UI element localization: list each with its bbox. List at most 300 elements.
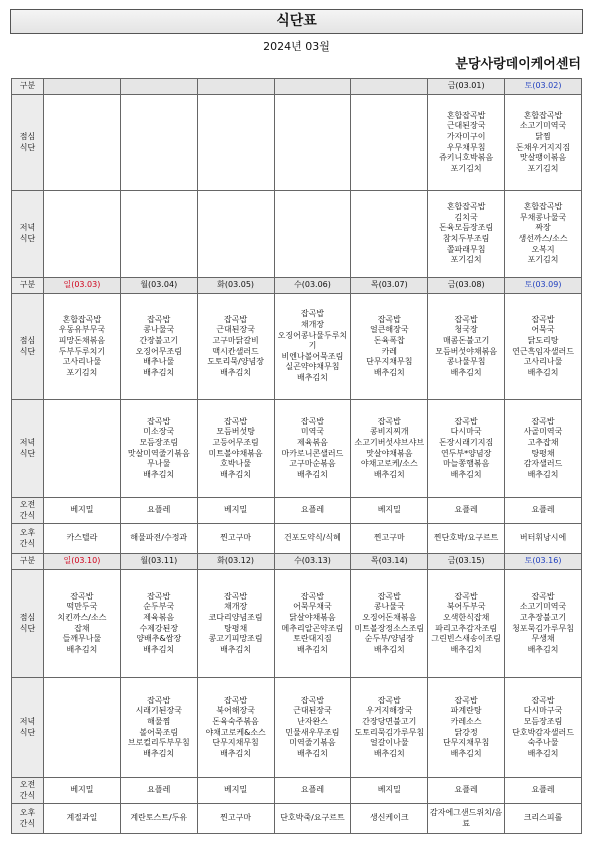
menu-item: 순두부/양념장 bbox=[364, 634, 414, 644]
am-snack-cell: 베지밀 bbox=[197, 778, 274, 804]
am-snack-label: 오전 간식 bbox=[12, 498, 44, 524]
pm-snack-cell: 찐고구마 bbox=[197, 524, 274, 554]
week-header-row bbox=[12, 554, 582, 570]
menu-item: 단무지채무침 bbox=[212, 738, 259, 748]
menu-item: 채개장 bbox=[224, 602, 248, 612]
menu-item: 단무지채무침 bbox=[366, 357, 413, 367]
menu-item: 배추김치 bbox=[143, 469, 175, 479]
menu-item: 잡곡밥 bbox=[300, 416, 325, 426]
month-label: 2024년 03월 bbox=[263, 40, 330, 53]
menu-item: 잡곡밥 bbox=[147, 695, 171, 705]
menu-item: 미트볼장정소스조림 bbox=[354, 623, 425, 633]
day-header bbox=[197, 79, 274, 95]
menu-item: 혼합잡곡밥 bbox=[523, 110, 563, 120]
menu-item: 떡만두국 bbox=[66, 602, 98, 612]
menu-item: 고추장불고기 bbox=[519, 612, 567, 622]
pm-snack-cell: 찐단호박/요구르트 bbox=[428, 524, 505, 554]
menu-item: 채개장 bbox=[300, 320, 325, 330]
menu-item: 간장불고기 bbox=[139, 335, 179, 345]
menu-item: 연근흑임자샐러드 bbox=[512, 346, 574, 356]
menu-item: 배추김치 bbox=[220, 644, 252, 654]
lunch-menu-cell bbox=[44, 570, 121, 678]
menu-item: 무생채 bbox=[531, 634, 555, 644]
menu-item: 배추김치 bbox=[296, 748, 328, 758]
menu-item: 잡곡밥 bbox=[454, 591, 478, 601]
menu-item: 배추김치 bbox=[296, 469, 328, 479]
menu-item: 돈육숙주볶음 bbox=[212, 716, 259, 726]
lunch-menu-cell bbox=[428, 294, 505, 400]
menu-item: 코다리양념조림 bbox=[208, 612, 263, 622]
menu-item: 포기김치 bbox=[66, 367, 98, 377]
am-snack-label: 오전 간식 bbox=[12, 778, 44, 804]
menu-item: 혼합잡곡밥 bbox=[446, 202, 486, 212]
week-header-row bbox=[12, 79, 582, 95]
category-label: 구분 bbox=[12, 79, 44, 95]
menu-item: 배추김치 bbox=[220, 367, 252, 377]
menu-item: 단호박감자샐러드 bbox=[512, 727, 574, 737]
lunch-label: 점심 식단 bbox=[12, 570, 44, 678]
menu-item: 실곤약야채무침 bbox=[285, 362, 340, 372]
menu-item: 우동유부무국 bbox=[58, 325, 106, 335]
dinner-menu-cell bbox=[274, 678, 351, 778]
menu-item: 배추김치 bbox=[373, 748, 405, 758]
menu-item: 잡곡밥 bbox=[531, 591, 555, 601]
am-snack-cell: 요플레 bbox=[505, 498, 582, 524]
pm-snack-cell: 단호박죽/요구르트 bbox=[274, 804, 351, 834]
day-header: 목(03.14) bbox=[351, 554, 428, 570]
day-header: 금(03.01) bbox=[428, 79, 505, 95]
lunch-label: 점심 식단 bbox=[12, 294, 44, 400]
menu-item: 호박나물 bbox=[220, 459, 252, 469]
menu-item: 닭찜 bbox=[535, 131, 551, 141]
dinner-menu-cell bbox=[351, 678, 428, 778]
pm-snack-cell: 계절과일 bbox=[44, 804, 121, 834]
pm-snack-cell: 찐고구마 bbox=[351, 524, 428, 554]
dinner-label: 저녁 식단 bbox=[12, 678, 44, 778]
lunch-label: 점심 식단 bbox=[12, 95, 44, 191]
menu-item: 잡곡밥 bbox=[531, 695, 555, 705]
day-header bbox=[44, 79, 121, 95]
menu-item: 김치국 bbox=[454, 212, 478, 222]
menu-item: 파리고추감자조림 bbox=[435, 623, 498, 633]
am-snack-cell: 베지밀 bbox=[44, 498, 121, 524]
dinner-row bbox=[12, 191, 582, 278]
dinner-menu-cell bbox=[197, 400, 274, 498]
menu-item: 닭강정 bbox=[454, 727, 478, 737]
menu-item: 메추리알곤약조림 bbox=[281, 623, 344, 633]
menu-item: 잡곡밥 bbox=[377, 591, 401, 601]
menu-item: 치킨까스/소스 bbox=[57, 612, 107, 622]
lunch-menu-cell bbox=[197, 95, 274, 191]
menu-item: 양배추&쌈장 bbox=[136, 634, 182, 644]
menu-item: 연두부*양념장 bbox=[440, 448, 492, 458]
menu-item: 쥬키니호박볶음 bbox=[439, 153, 494, 163]
am-snack-cell: 요플레 bbox=[120, 498, 197, 524]
menu-item: 무채콩나물국 bbox=[519, 212, 567, 222]
menu-item: 콩고기피망조림 bbox=[208, 634, 263, 644]
menu-item: 배추김치 bbox=[527, 644, 559, 654]
menu-item: 잡곡밥 bbox=[454, 314, 478, 324]
menu-item: 쫄파래무침 bbox=[446, 244, 486, 254]
menu-item: 카레 bbox=[381, 346, 398, 356]
dinner-menu-cell bbox=[505, 400, 582, 498]
menu-item: 잡곡밥 bbox=[454, 695, 478, 705]
menu-item: 볼어묵조림 bbox=[139, 727, 179, 737]
day-header: 수(03.13) bbox=[274, 554, 351, 570]
menu-item: 맛살팽이볶음 bbox=[519, 153, 567, 163]
category-label: 구분 bbox=[12, 278, 44, 294]
menu-item: 혼합잡곡밥 bbox=[62, 314, 102, 324]
am-snack-cell: 요플레 bbox=[505, 778, 582, 804]
menu-item: 얼큰해장국 bbox=[369, 325, 409, 335]
menu-item: 배추김치 bbox=[450, 644, 482, 654]
dinner-menu-cell bbox=[274, 400, 351, 498]
menu-item: 근대된장국 bbox=[446, 121, 486, 131]
menu-item: 고사리나물 bbox=[62, 357, 102, 367]
lunch-menu-cell bbox=[120, 294, 197, 400]
am-snack-cell: 베지밀 bbox=[351, 498, 428, 524]
menu-item: 잡곡밥 bbox=[531, 314, 555, 324]
menu-item: 근대된장국 bbox=[293, 706, 332, 716]
menu-item: 잡곡밥 bbox=[300, 695, 325, 705]
menu-item: 오징어콩나물두루치기 bbox=[277, 330, 348, 351]
menu-item: 배추김치 bbox=[450, 469, 482, 479]
menu-item: 잡곡밥 bbox=[224, 591, 248, 601]
dinner-menu-cell bbox=[428, 678, 505, 778]
lunch-menu-cell bbox=[197, 294, 274, 400]
dinner-menu-cell bbox=[197, 678, 274, 778]
menu-item: 모듬버섯야채볶음 bbox=[435, 346, 498, 356]
day-header: 일(03.10) bbox=[44, 554, 121, 570]
menu-item: 오복지 bbox=[531, 244, 555, 254]
menu-item: 사골미역국 bbox=[523, 427, 563, 437]
lunch-row bbox=[12, 570, 582, 678]
day-header: 수(03.06) bbox=[274, 278, 351, 294]
menu-item: 고구마순볶음 bbox=[289, 459, 336, 469]
menu-item: 포기김치 bbox=[527, 163, 559, 173]
am-snack-cell: 요플레 bbox=[274, 498, 351, 524]
menu-item: 청포묵김가루무침 bbox=[512, 623, 574, 633]
menu-item: 돈장시래기지짐 bbox=[439, 437, 494, 447]
lunch-menu-cell bbox=[428, 95, 505, 191]
menu-item: 잡곡밥 bbox=[531, 416, 555, 426]
menu-item: 소고기버섯샤브샤브 bbox=[354, 437, 425, 447]
menu-item: 배추김치 bbox=[143, 748, 175, 758]
menu-item: 시래기된장국 bbox=[135, 706, 182, 716]
pm-snack-cell: 크리스피롤 bbox=[505, 804, 582, 834]
menu-item: 배추김치 bbox=[220, 469, 252, 479]
menu-item: 잡채 bbox=[74, 623, 90, 633]
dinner-menu-cell bbox=[197, 191, 274, 278]
pm-snack-cell: 찐고구마 bbox=[197, 804, 274, 834]
am-snack-cell: 요플레 bbox=[274, 778, 351, 804]
menu-item: 파계란탕 bbox=[450, 706, 482, 716]
am-snack-cell: 요플레 bbox=[428, 778, 505, 804]
menu-item: 돈육폭찹 bbox=[373, 335, 405, 345]
menu-item: 토란대지짐 bbox=[293, 634, 332, 644]
menu-item: 배추김치 bbox=[66, 644, 98, 654]
dinner-label: 저녁 식단 bbox=[12, 191, 44, 278]
menu-item: 맛살야채볶음 bbox=[366, 448, 413, 458]
menu-item: 잡곡밥 bbox=[377, 695, 401, 705]
menu-item: 짜장 bbox=[535, 223, 551, 233]
lunch-row bbox=[12, 294, 582, 400]
day-header bbox=[274, 79, 351, 95]
menu-item: 배추김치 bbox=[296, 372, 328, 382]
day-header bbox=[120, 79, 197, 95]
menu-item: 맛살미역줄기볶음 bbox=[127, 448, 190, 458]
menu-item: 다시마구국 bbox=[523, 706, 563, 716]
am-snack-cell: 베지밀 bbox=[351, 778, 428, 804]
pm-snack-cell: 해물파전/수정과 bbox=[120, 524, 197, 554]
dinner-row bbox=[12, 678, 582, 778]
menu-item: 잡곡밥 bbox=[70, 591, 94, 601]
menu-item: 배추나물 bbox=[143, 357, 175, 367]
menu-item: 카레소스 bbox=[450, 716, 482, 726]
menu-item: 배추김치 bbox=[143, 367, 175, 377]
lunch-menu-cell bbox=[351, 570, 428, 678]
menu-item: 청국장 bbox=[454, 325, 478, 335]
menu-item: 모듬장조림 bbox=[139, 437, 179, 447]
menu-item: 북어해장국 bbox=[216, 706, 255, 716]
menu-item: 포기김치 bbox=[450, 163, 482, 173]
dinner-menu-cell bbox=[44, 400, 121, 498]
menu-item: 민물새우무조림 bbox=[285, 727, 340, 737]
menu-table bbox=[11, 78, 582, 834]
menu-item: 제육볶음 bbox=[296, 437, 328, 447]
menu-item: 참치두부조림 bbox=[442, 234, 490, 243]
dinner-menu-cell bbox=[120, 191, 197, 278]
pm-snack-label: 오후 간식 bbox=[12, 524, 44, 554]
menu-item: 브로컬리두부무침 bbox=[127, 738, 190, 748]
dinner-menu-cell bbox=[351, 191, 428, 278]
day-header bbox=[351, 79, 428, 95]
pm-snack-row bbox=[12, 524, 582, 554]
page-title: 식단표 bbox=[10, 9, 583, 34]
menu-item: 콩비지찌개 bbox=[369, 427, 409, 437]
day-header: 화(03.05) bbox=[197, 278, 274, 294]
menu-item: 생선까스/소스 bbox=[518, 234, 568, 243]
day-header: 금(03.08) bbox=[428, 278, 505, 294]
dinner-row bbox=[12, 400, 582, 498]
menu-item: 오색한식잡채 bbox=[442, 612, 490, 622]
menu-item: 미트볼야채볶음 bbox=[208, 448, 263, 458]
dinner-menu-cell bbox=[428, 400, 505, 498]
category-label: 구분 bbox=[12, 554, 44, 570]
menu-item: 잡곡밥 bbox=[454, 416, 478, 426]
lunch-menu-cell bbox=[274, 294, 351, 400]
menu-item: 오징어돈채볶음 bbox=[362, 612, 417, 622]
dinner-label: 저녁 식단 bbox=[12, 400, 44, 498]
menu-item: 야채고로케&소스 bbox=[205, 727, 266, 737]
menu-item: 포기김치 bbox=[527, 255, 559, 265]
menu-item: 어묵국 bbox=[531, 325, 555, 335]
lunch-menu-cell bbox=[428, 570, 505, 678]
menu-item: 혼합잡곡밥 bbox=[523, 202, 563, 212]
lunch-menu-cell bbox=[120, 95, 197, 191]
dinner-menu-cell bbox=[428, 191, 505, 278]
menu-item: 잡곡밥 bbox=[224, 695, 248, 705]
lunch-menu-cell bbox=[44, 294, 121, 400]
pm-snack-cell: 계란토스트/두유 bbox=[120, 804, 197, 834]
menu-item: 모듬버섯탕 bbox=[216, 427, 255, 437]
lunch-menu-cell bbox=[351, 294, 428, 400]
day-header: 월(03.04) bbox=[120, 278, 197, 294]
menu-item: 마늘쫑햄볶음 bbox=[442, 459, 490, 469]
menu-item: 잡곡밥 bbox=[224, 416, 248, 426]
menu-item: 배추김치 bbox=[296, 644, 328, 654]
menu-item: 닭도리탕 bbox=[527, 335, 559, 345]
menu-item: 잡곡밥 bbox=[300, 309, 325, 319]
day-header: 금(03.15) bbox=[428, 554, 505, 570]
lunch-menu-cell bbox=[274, 570, 351, 678]
dinner-menu-cell bbox=[120, 678, 197, 778]
lunch-menu-cell bbox=[505, 294, 582, 400]
menu-item: 탕평채 bbox=[531, 448, 555, 458]
menu-item: 배추김치 bbox=[373, 644, 405, 654]
menu-item: 야채고로케/소스 bbox=[360, 459, 418, 469]
menu-item: 돈채우거지지짐 bbox=[515, 142, 571, 152]
am-snack-cell: 요플레 bbox=[120, 778, 197, 804]
menu-item: 오징어무조림 bbox=[135, 346, 182, 356]
menu-item: 맥시칸샐러드 bbox=[212, 346, 259, 356]
menu-item: 소고기미역국 bbox=[519, 602, 567, 612]
menu-item: 혼합잡곡밥 bbox=[446, 110, 486, 120]
menu-item: 고사리나물 bbox=[523, 357, 563, 367]
am-snack-row bbox=[12, 778, 582, 804]
dinner-menu-cell bbox=[351, 400, 428, 498]
lunch-row bbox=[12, 95, 582, 191]
am-snack-cell: 요플레 bbox=[428, 498, 505, 524]
day-header: 화(03.12) bbox=[197, 554, 274, 570]
pm-snack-cell: 생신케이크 bbox=[351, 804, 428, 834]
menu-item: 숙주나물 bbox=[527, 738, 559, 748]
menu-item: 배추김치 bbox=[220, 748, 252, 758]
am-snack-cell: 베지밀 bbox=[44, 778, 121, 804]
menu-item: 잡곡밥 bbox=[224, 314, 248, 324]
menu-item: 무나물 bbox=[147, 459, 171, 469]
pm-snack-label: 오후 간식 bbox=[12, 804, 44, 834]
dinner-menu-cell bbox=[505, 678, 582, 778]
menu-item: 잡곡밥 bbox=[377, 416, 401, 426]
menu-item: 제육볶음 bbox=[143, 612, 175, 622]
dinner-menu-cell bbox=[44, 678, 121, 778]
menu-item: 잡곡밥 bbox=[147, 314, 171, 324]
menu-item: 배추김치 bbox=[450, 748, 482, 758]
menu-item: 수제강된장 bbox=[139, 623, 179, 633]
menu-item: 피망돈채볶음 bbox=[58, 335, 106, 345]
menu-item: 간장당면불고기 bbox=[362, 716, 417, 726]
lunch-menu-cell bbox=[505, 95, 582, 191]
dinner-menu-cell bbox=[274, 191, 351, 278]
menu-item: 탕평채 bbox=[224, 623, 248, 633]
menu-item: 배추김치 bbox=[527, 367, 559, 377]
menu-item: 잡곡밥 bbox=[377, 314, 401, 324]
lunch-menu-cell bbox=[274, 95, 351, 191]
pm-snack-cell: 건포도약식/식혜 bbox=[274, 524, 351, 554]
menu-item: 들깨무나물 bbox=[62, 634, 102, 644]
week-header-row bbox=[12, 278, 582, 294]
lunch-menu-cell bbox=[44, 95, 121, 191]
menu-item: 잡곡밥 bbox=[300, 591, 325, 601]
menu-item: 두부두루치기 bbox=[58, 346, 106, 356]
menu-item: 순두부국 bbox=[143, 602, 175, 612]
menu-item: 배추김치 bbox=[373, 469, 405, 479]
menu-item: 감자샐러드 bbox=[523, 459, 563, 469]
menu-item: 다시마국 bbox=[450, 427, 482, 437]
menu-item: 가자미구이 bbox=[446, 131, 486, 141]
menu-item: 소고기미역국 bbox=[519, 121, 567, 131]
pm-snack-cell: 카스텔라 bbox=[44, 524, 121, 554]
day-header: 토(03.09) bbox=[505, 278, 582, 294]
menu-item: 우무채무침 bbox=[446, 142, 486, 152]
menu-item: 배추김치 bbox=[143, 644, 175, 654]
menu-item: 비엔나볼어묵조림 bbox=[281, 351, 344, 361]
menu-item: 배추김치 bbox=[450, 367, 482, 377]
menu-item: 그린빈스새송이조림 bbox=[431, 634, 501, 644]
menu-item: 미소장국 bbox=[143, 427, 175, 437]
lunch-menu-cell bbox=[197, 570, 274, 678]
day-header: 일(03.03) bbox=[44, 278, 121, 294]
lunch-menu-cell bbox=[120, 570, 197, 678]
menu-item: 모듬장조림 bbox=[523, 716, 563, 726]
menu-item: 미역줄기볶음 bbox=[289, 738, 336, 748]
menu-item: 우거지해장국 bbox=[366, 706, 413, 716]
am-snack-cell: 베지밀 bbox=[197, 498, 274, 524]
menu-item: 북어두부국 bbox=[446, 602, 486, 612]
menu-item: 잡곡밥 bbox=[147, 591, 171, 601]
pm-snack-cell: 버터휘낭시에 bbox=[505, 524, 582, 554]
menu-item: 잡곡밥 bbox=[147, 416, 171, 426]
center-name: 분당사랑데이케어센터 bbox=[455, 57, 581, 72]
menu-item: 콩나물국 bbox=[373, 602, 405, 612]
menu-item: 도토리묵/양념장 bbox=[207, 357, 264, 367]
menu-item: 도토리묵김가루무침 bbox=[354, 727, 425, 737]
day-header: 월(03.11) bbox=[120, 554, 197, 570]
menu-item: 고구마닭갈비 bbox=[212, 335, 259, 345]
menu-item: 미역국 bbox=[300, 427, 325, 437]
lunch-menu-cell bbox=[351, 95, 428, 191]
menu-item: 어묵무채국 bbox=[293, 602, 332, 612]
menu-item: 고등어무조림 bbox=[212, 437, 259, 447]
menu-item: 단무지채무침 bbox=[442, 738, 490, 748]
pm-snack-row bbox=[12, 804, 582, 834]
menu-item: 해물찜 bbox=[147, 716, 171, 726]
menu-item: 배추김치 bbox=[527, 469, 559, 479]
menu-item: 배추김치 bbox=[373, 367, 405, 377]
am-snack-row bbox=[12, 498, 582, 524]
dinner-menu-cell bbox=[505, 191, 582, 278]
menu-item: 닭살야채볶음 bbox=[289, 612, 336, 622]
menu-item: 돈육모듬장조림 bbox=[439, 223, 494, 233]
dinner-menu-cell bbox=[120, 400, 197, 498]
day-header: 토(03.02) bbox=[505, 79, 582, 95]
pm-snack-cell: 감자에그샌드위치/음료 bbox=[428, 804, 505, 834]
day-header: 토(03.16) bbox=[505, 554, 582, 570]
menu-item: 얼갈이나물 bbox=[369, 738, 409, 748]
day-header: 목(03.07) bbox=[351, 278, 428, 294]
dinner-menu-cell bbox=[44, 191, 121, 278]
menu-item: 콩나물국 bbox=[143, 325, 175, 335]
menu-item: 고추잡채 bbox=[527, 437, 559, 447]
menu-item: 마카로니콘샐러드 bbox=[281, 448, 344, 458]
menu-item: 매콤돈불고기 bbox=[442, 335, 490, 345]
menu-item: 난자완스 bbox=[296, 716, 328, 726]
menu-item: 근대된장국 bbox=[216, 325, 255, 335]
menu-item: 포기김치 bbox=[450, 255, 482, 265]
lunch-menu-cell bbox=[505, 570, 582, 678]
menu-item: 배추김치 bbox=[527, 748, 559, 758]
